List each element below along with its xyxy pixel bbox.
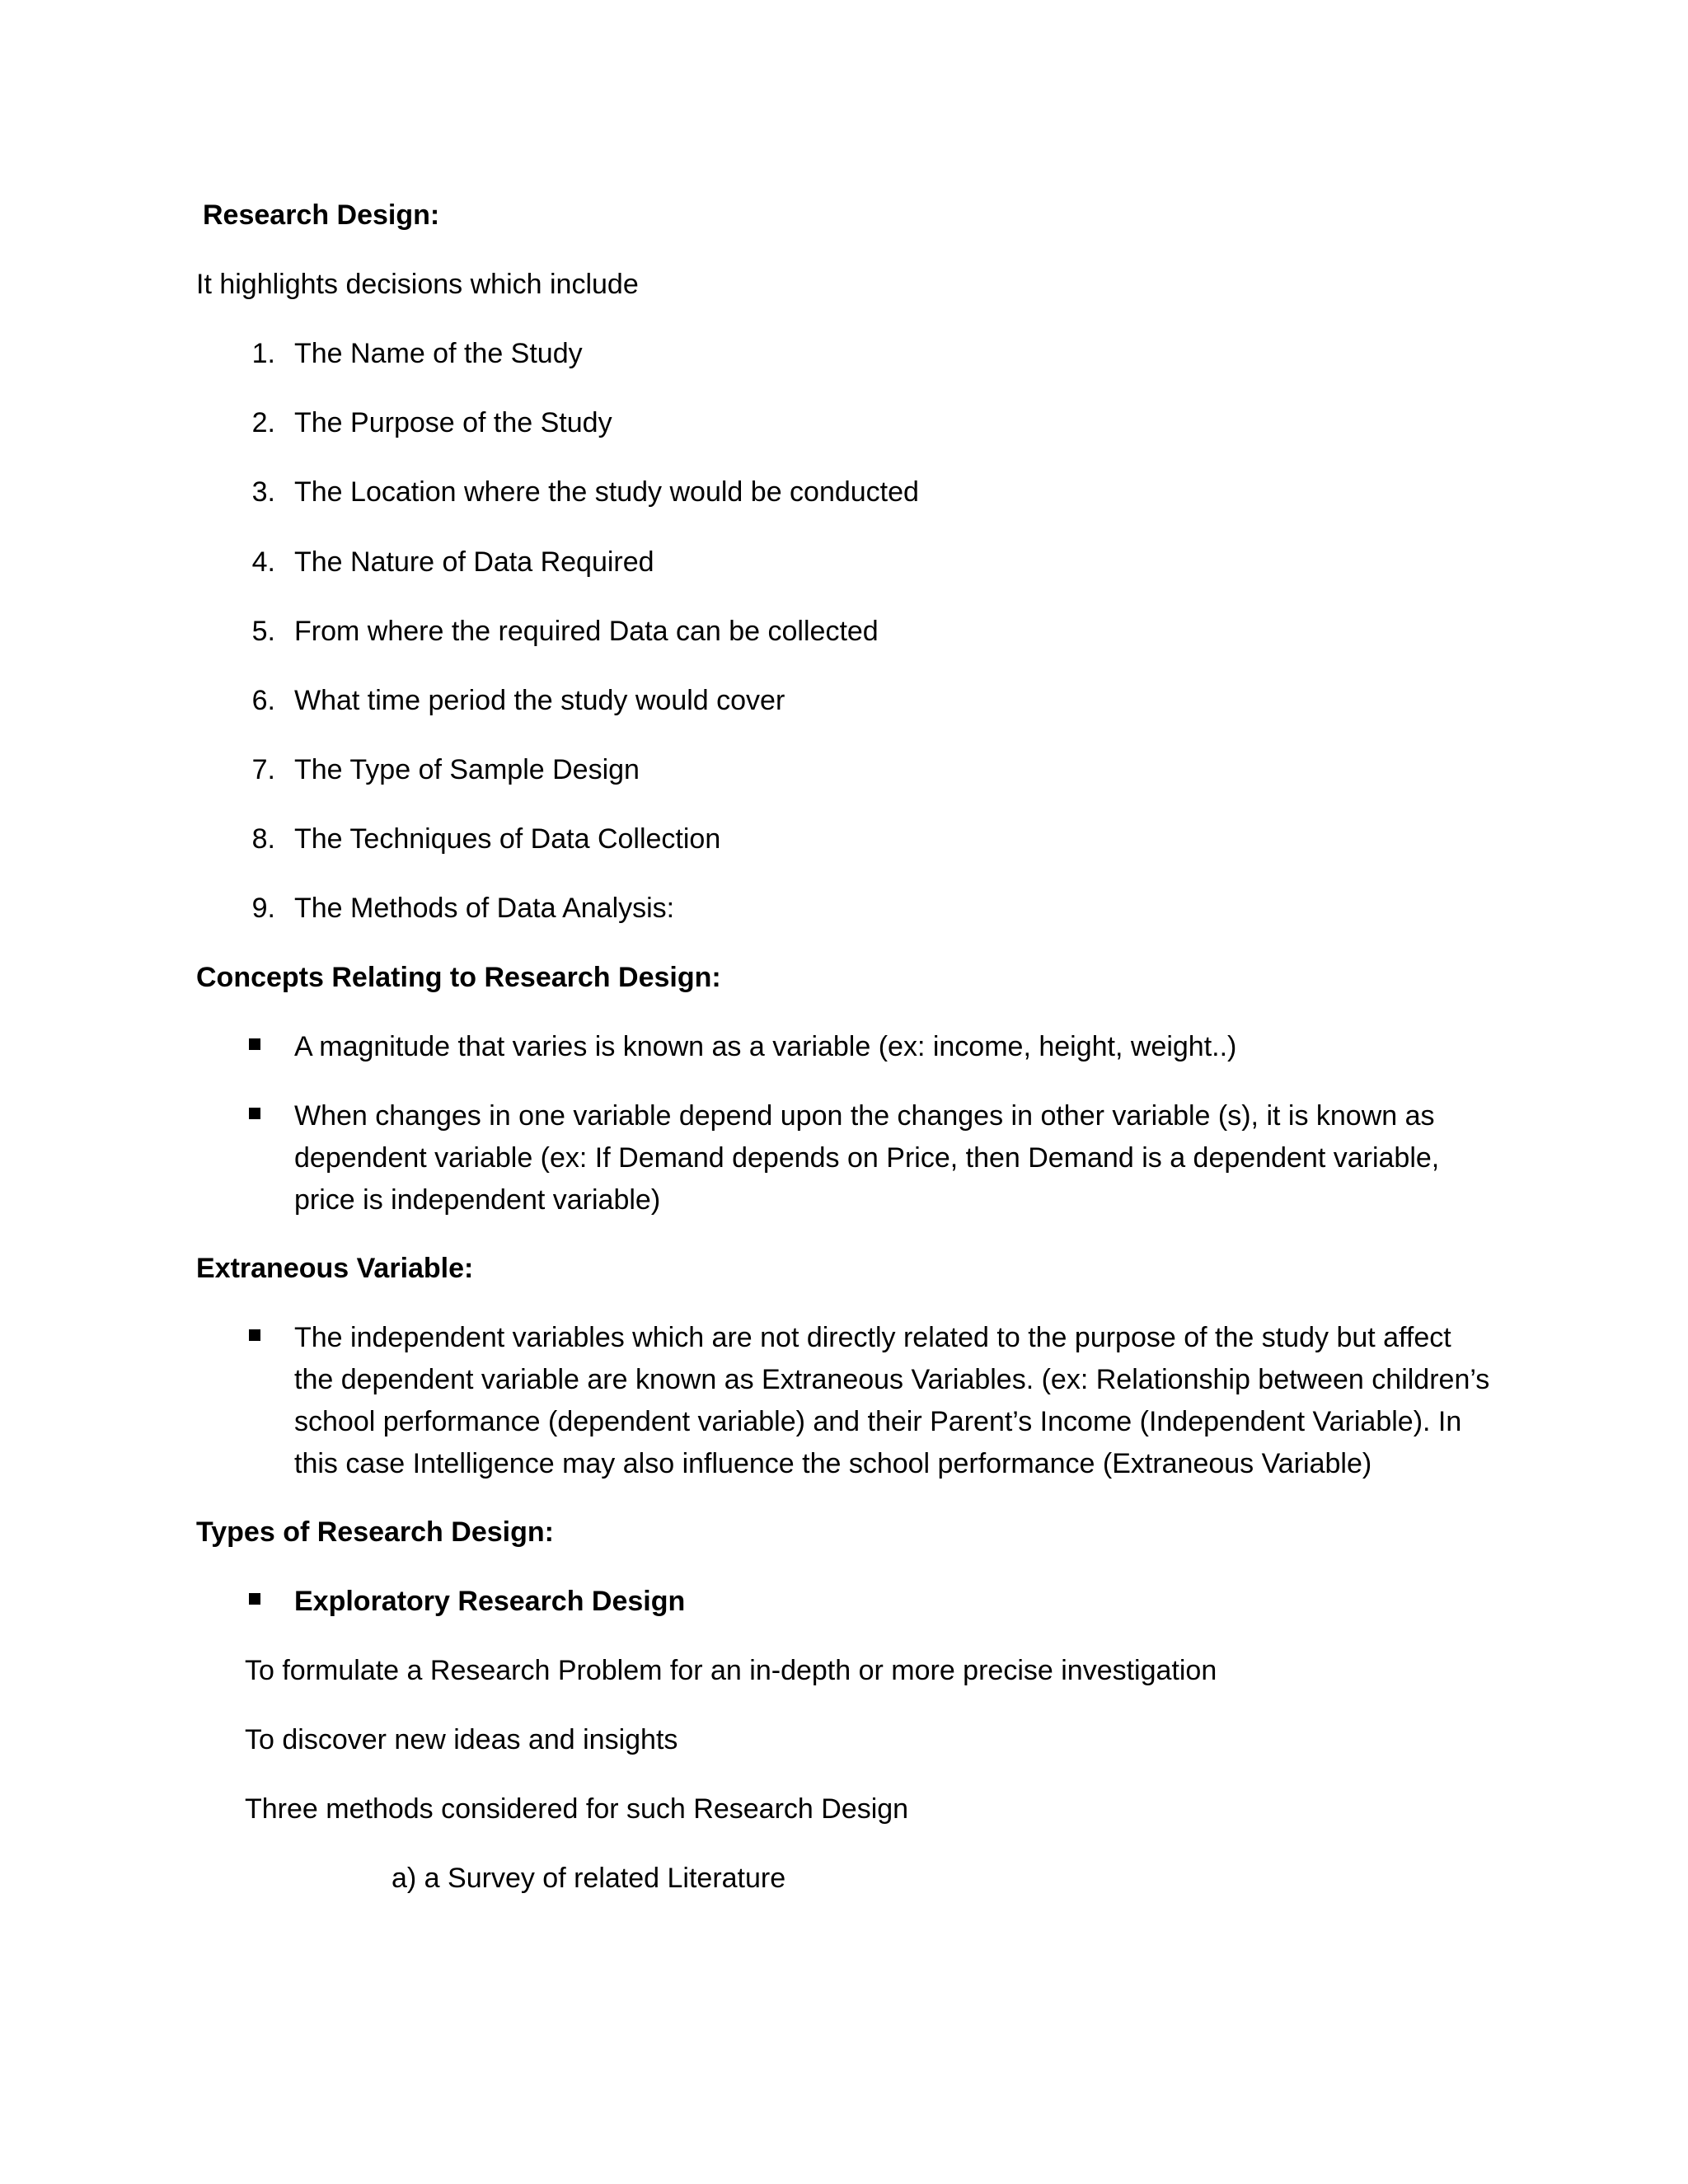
method-item: a) a Survey of related Literature (392, 1863, 786, 1894)
list-number: 9. (251, 893, 275, 924)
heading-extraneous: Extraneous Variable: (196, 1253, 474, 1284)
list-number: 7. (251, 754, 275, 785)
bullet-marker (249, 1038, 260, 1050)
list-number: 2. (251, 407, 275, 438)
bullet-marker (249, 1329, 260, 1341)
list-item-text: The Name of the Study (294, 338, 583, 369)
extraneous-text: the dependent variable are known as Extraneous Variables. (ex: Relationship between children’s (294, 1364, 1490, 1395)
list-item-text: The Location where the study would be conducted (294, 476, 919, 508)
list-number: 1. (251, 338, 275, 369)
list-item-text: The Nature of Data Required (294, 546, 654, 578)
exploratory-line: Three methods considered for such Research Design (245, 1793, 909, 1825)
bullet-marker (249, 1593, 260, 1605)
list-item-text: The Methods of Data Analysis: (294, 893, 675, 924)
extraneous-text: this case Intelligence may also influence the school performance (Extraneous Variable) (294, 1448, 1372, 1479)
concept-text: dependent variable (ex: If Demand depends on Price, then Demand is a dependent variable, (294, 1142, 1440, 1174)
list-item-text: The Purpose of the Study (294, 407, 612, 438)
list-number: 6. (251, 685, 275, 716)
concept-text: When changes in one variable depend upon the changes in other variable (s), it is known as (294, 1100, 1435, 1132)
intro-text: It highlights decisions which include (196, 269, 639, 300)
bullet-marker (249, 1108, 260, 1119)
list-number: 3. (251, 476, 275, 508)
list-item-text: The Techniques of Data Collection (294, 823, 721, 855)
list-number: 8. (251, 823, 275, 855)
concept-text: A magnitude that varies is known as a variable (ex: income, height, weight..) (294, 1031, 1237, 1062)
heading-types: Types of Research Design: (196, 1516, 554, 1548)
exploratory-line: To discover new ideas and insights (245, 1724, 678, 1755)
exploratory-heading: Exploratory Research Design (294, 1586, 686, 1617)
list-item-text: What time period the study would cover (294, 685, 785, 716)
extraneous-text: The independent variables which are not directly related to the purpose of the study but affect (294, 1322, 1451, 1353)
concept-text: price is independent variable) (294, 1184, 661, 1216)
list-number: 4. (251, 546, 275, 578)
extraneous-text: school performance (dependent variable) and their Parent’s Income (Independent Variable). In (294, 1406, 1462, 1437)
heading-research-design: Research Design: (203, 199, 440, 231)
list-number: 5. (251, 616, 275, 647)
list-item-text: From where the required Data can be collected (294, 616, 879, 647)
list-item-text: The Type of Sample Design (294, 754, 640, 785)
heading-concepts: Concepts Relating to Research Design: (196, 962, 721, 993)
exploratory-line: To formulate a Research Problem for an in-depth or more precise investigation (245, 1655, 1217, 1686)
